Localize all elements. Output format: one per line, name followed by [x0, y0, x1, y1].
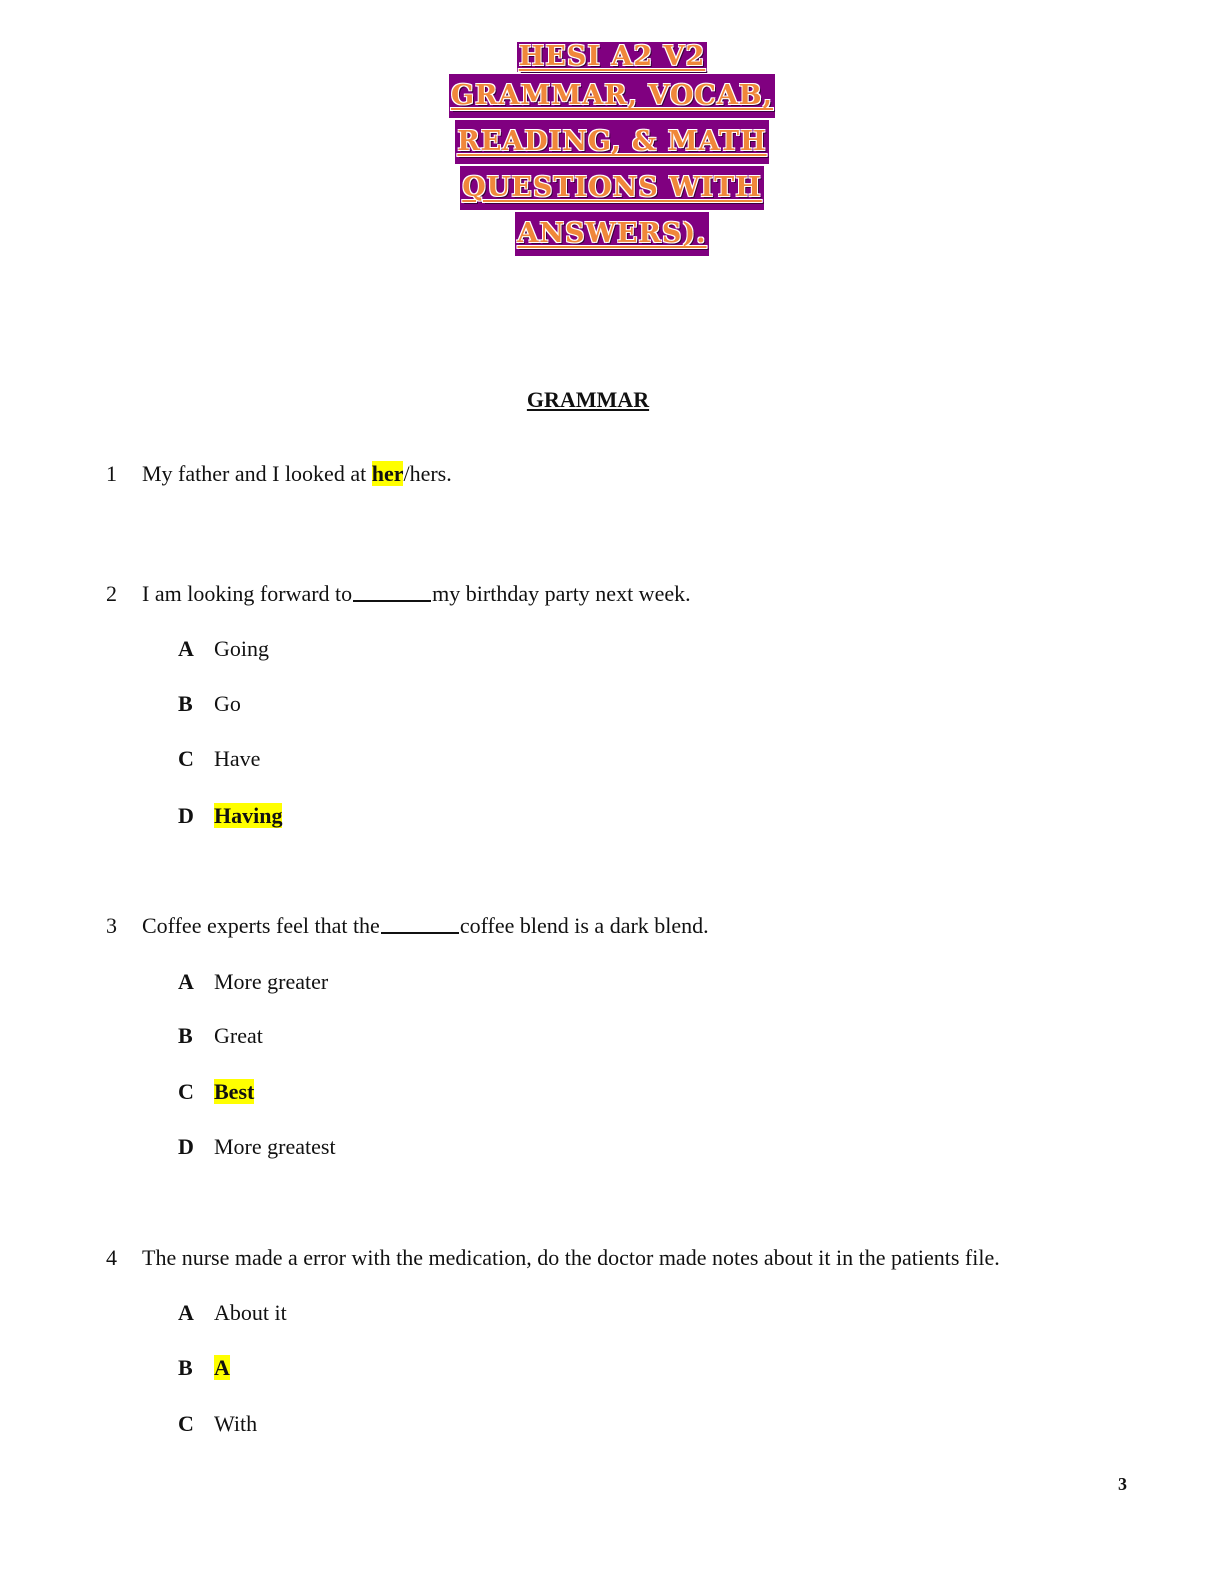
option [178, 969, 328, 995]
title-line: HESI A2 V2 [518, 41, 706, 72]
option-text: About it [214, 1300, 287, 1325]
question-number: 2 [106, 581, 117, 606]
option-letter: B [178, 1355, 193, 1380]
option [178, 1300, 287, 1326]
option-correct [178, 1079, 254, 1105]
section-heading: GRAMMAR [526, 387, 650, 412]
title-banner [0, 42, 1224, 258]
title-line: GRAMMAR, VOCAB, [449, 74, 775, 118]
option-text: More greatest [214, 1134, 336, 1159]
option-letter: A [178, 636, 194, 661]
option [178, 1023, 263, 1049]
highlighted-answer: Having [214, 803, 283, 828]
option [178, 746, 260, 772]
question-1 [106, 461, 452, 487]
question-number: 3 [106, 913, 117, 938]
question-text: My father and I looked at [142, 461, 372, 486]
page-number: 3 [1118, 1474, 1127, 1494]
title-line: READING, & MATH [455, 120, 768, 164]
option-text: Great [214, 1023, 263, 1048]
option-text: Going [214, 636, 269, 661]
option-text: Have [214, 746, 261, 771]
question-text: Coffee experts feel that the [142, 913, 380, 938]
option-correct [178, 803, 282, 829]
question-text: my birthday party next week. [432, 581, 691, 606]
question-2 [106, 581, 691, 607]
option-text: Go [214, 691, 241, 716]
option-letter: B [178, 691, 193, 716]
question-number: 4 [106, 1245, 117, 1270]
question-text: The nurse made a error with the medication, do the doctor made notes about it in the patients file. [142, 1245, 1000, 1270]
option-letter: A [178, 1300, 194, 1325]
option-letter: A [178, 969, 194, 994]
option-letter: B [178, 1023, 193, 1048]
option-letter: D [178, 1134, 194, 1159]
option-text: More greater [214, 969, 329, 994]
question-text: /hers. [403, 461, 452, 486]
highlighted-answer: her [371, 461, 404, 486]
option-letter: C [178, 1411, 194, 1436]
question-3 [106, 913, 709, 939]
option-letter: C [178, 746, 194, 771]
option-letter: C [178, 1079, 194, 1104]
option-text: With [214, 1411, 258, 1436]
title-line: ANSWERS). [515, 212, 708, 256]
fill-in-blank [353, 600, 431, 602]
option-correct [178, 1355, 230, 1381]
question-text: coffee blend is a dark blend. [459, 913, 709, 938]
title-line: QUESTIONS WITH [460, 166, 764, 210]
question-number: 1 [106, 461, 117, 486]
question-4 [106, 1245, 1000, 1271]
highlighted-answer: Best [214, 1079, 255, 1104]
highlighted-answer: A [214, 1355, 230, 1380]
option [178, 691, 241, 717]
option [178, 1411, 257, 1437]
option [178, 636, 269, 662]
question-text: I am looking forward to [142, 581, 353, 606]
option [178, 1134, 336, 1160]
option-letter: D [178, 803, 194, 828]
fill-in-blank [381, 932, 459, 934]
